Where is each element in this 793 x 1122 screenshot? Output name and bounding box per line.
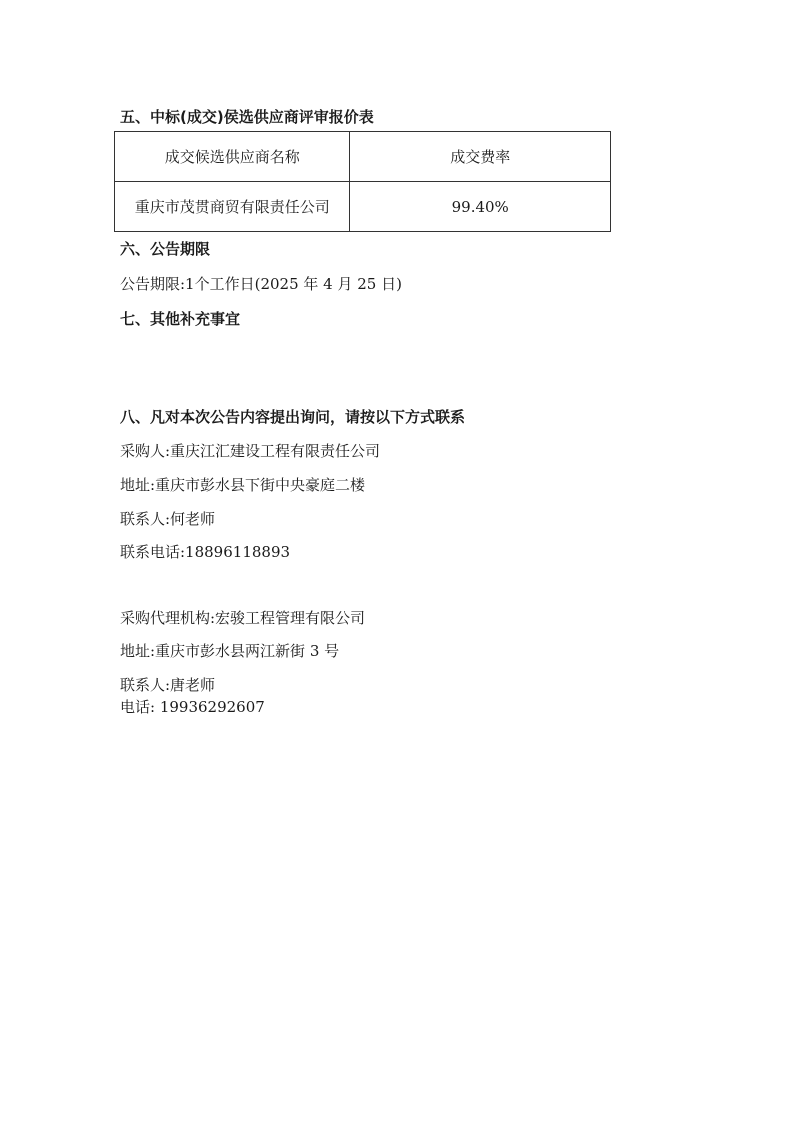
purchaser-name: 采购人:重庆江汇建设工程有限责任公司 bbox=[120, 442, 381, 460]
cell-supplier-name: 重庆市茂贯商贸有限责任公司 bbox=[115, 182, 350, 232]
agency-name: 采购代理机构:宏骏工程管理有限公司 bbox=[120, 609, 366, 627]
agency-contact: 联系人:唐老师 bbox=[120, 676, 216, 694]
purchaser-address: 地址:重庆市彭水县下街中央豪庭二楼 bbox=[120, 476, 366, 494]
agency-phone: 电话: 19936292607 bbox=[120, 698, 265, 716]
purchaser-contact: 联系人:何老师 bbox=[120, 510, 216, 528]
agency-address: 地址:重庆市彭水县两江新街 3 号 bbox=[120, 642, 340, 660]
section8-title: 八、凡对本次公告内容提出询问，请按以下方式联系 bbox=[120, 408, 466, 426]
table-row bbox=[115, 182, 611, 232]
header-fee-rate: 成交费率 bbox=[350, 132, 611, 182]
header-supplier-name: 成交候选供应商名称 bbox=[115, 132, 350, 182]
section7-title: 七、其他补充事宜 bbox=[120, 310, 241, 328]
purchaser-phone: 联系电话:18896118893 bbox=[120, 543, 291, 561]
quote-table bbox=[114, 131, 611, 232]
table-header-row bbox=[115, 132, 611, 182]
section5-title: 五、中标(成交)侯选供应商评审报价表 bbox=[120, 108, 374, 126]
section6-title: 六、公告期限 bbox=[120, 240, 211, 258]
notice-period-text: 公告期限:1个工作日(2025 年 4 月 25 日) bbox=[120, 275, 402, 293]
cell-fee-rate: 99.40% bbox=[350, 182, 611, 232]
